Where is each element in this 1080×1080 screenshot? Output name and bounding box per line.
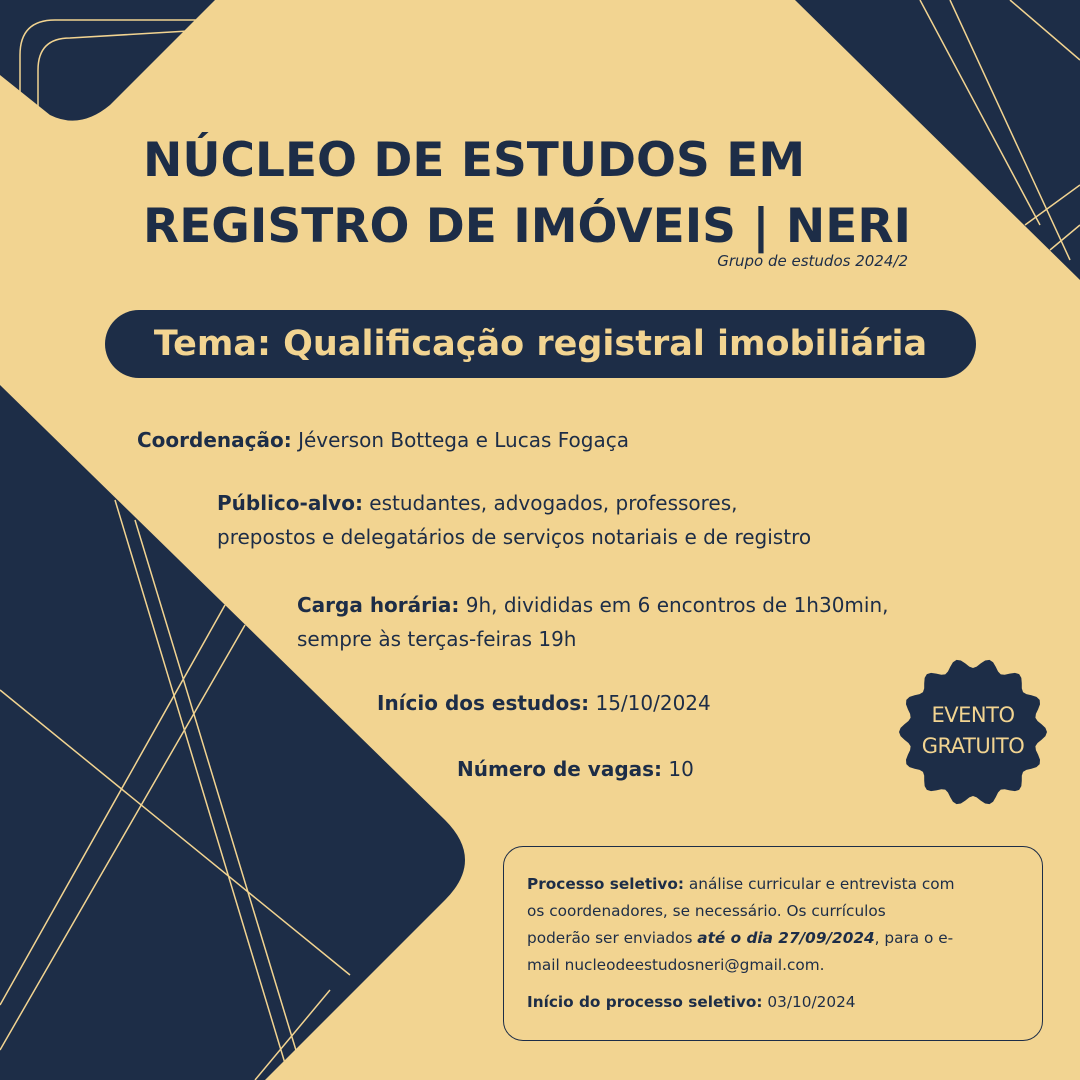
theme-banner: Tema: Qualificação registral imobiliária xyxy=(105,310,976,378)
selection-process-text xyxy=(527,871,955,979)
title-line-1: NÚCLEO DE ESTUDOS EM xyxy=(143,133,806,188)
page-title xyxy=(143,128,911,260)
workload-value-2: sempre às terças-feiras 19h xyxy=(297,627,577,651)
process-line-2: os coordenadores, se necessário. Os currículos xyxy=(527,902,886,920)
start-label: Início dos estudos: xyxy=(377,691,590,715)
start-value: 15/10/2024 xyxy=(589,691,711,715)
process-line-4: mail nucleodeestudosneri@gmail.com. xyxy=(527,956,825,974)
process-line-3a: poderão ser enviados xyxy=(527,929,698,947)
process-line-1: análise curricular e entrevista com xyxy=(684,875,955,893)
start-line xyxy=(377,686,711,720)
free-event-badge xyxy=(898,700,1048,762)
coordination-label: Coordenação: xyxy=(137,428,292,452)
top-left-shape xyxy=(0,0,215,121)
workload-label: Carga horária: xyxy=(297,593,460,617)
selection-start-line xyxy=(527,989,856,1016)
title-line-2: REGISTRO DE IMÓVEIS | NERI xyxy=(143,199,912,254)
subtitle: Grupo de estudos 2024/2 xyxy=(717,252,908,270)
seats-value: 10 xyxy=(662,757,694,781)
seats-line xyxy=(457,752,694,786)
selection-start-label: Início do processo seletivo: xyxy=(527,993,763,1011)
badge-line-1: EVENTO xyxy=(931,703,1015,727)
coordination-value: Jéverson Bottega e Lucas Fogaça xyxy=(291,428,629,452)
seats-label: Número de vagas: xyxy=(457,757,663,781)
workload-block xyxy=(297,588,889,656)
audience-value-1: estudantes, advogados, professores, xyxy=(362,491,738,515)
selection-start-value: 03/10/2024 xyxy=(762,993,856,1011)
audience-value-2: prepostos e delegatários de serviços notariais e de registro xyxy=(217,525,812,549)
deadline-emphasis: até o dia 27/09/2024 xyxy=(697,929,875,947)
workload-value-1: 9h, divididas em 6 encontros de 1h30min, xyxy=(459,593,889,617)
coordination-line xyxy=(137,423,629,457)
process-label: Processo seletivo: xyxy=(527,875,685,893)
audience-block xyxy=(217,486,811,554)
audience-label: Público-alvo: xyxy=(217,491,363,515)
badge-line-2: GRATUITO xyxy=(921,734,1025,758)
process-line-3b: , para o e- xyxy=(874,929,954,947)
